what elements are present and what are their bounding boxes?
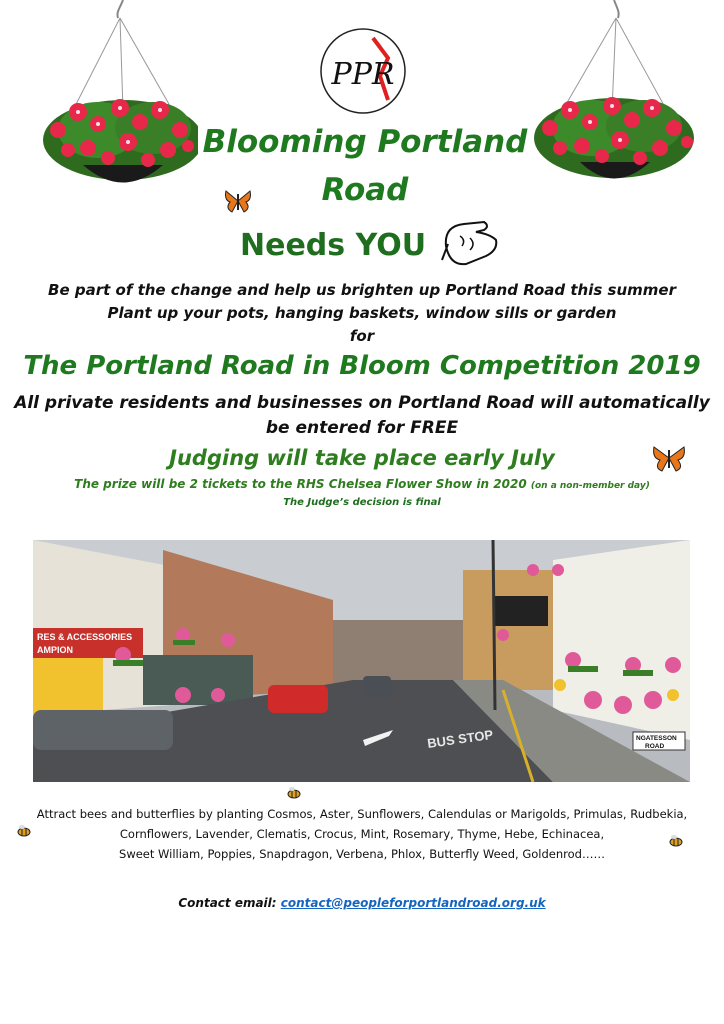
butterfly-icon (224, 188, 252, 214)
contact-line (0, 896, 724, 910)
plant-list-line-3: Sweet William, Poppies, Snapdragon, Verbena, Phlox, Butterfly Weed, Goldenrod…… (119, 847, 605, 861)
needs-you-heading: Needs YOU (240, 228, 427, 263)
street-photo (33, 540, 690, 782)
judge-decision-note: The Judge’s decision is final (283, 497, 441, 508)
butterfly-icon (652, 444, 686, 472)
judging-date: Judging will take place early July (169, 446, 555, 470)
hanging-basket-right (532, 0, 702, 200)
prize-note: (on a non-member day) (530, 481, 650, 491)
competition-heading: The Portland Road in Bloom Competition 2019 (23, 351, 701, 381)
flower-basket-image (532, 0, 702, 200)
prize-main: The prize will be 2 tickets to the RHS Chelsea Flower Show in 2020 (74, 477, 531, 491)
title-line-2: Road (321, 172, 409, 208)
contact-label: Contact email: (178, 896, 281, 910)
ppr-logo (318, 26, 408, 116)
street-sign-line-1: NGATESSON (636, 735, 677, 742)
logo-text: PPR (331, 57, 395, 92)
intro-line-3: for (349, 327, 375, 345)
shop-sign-line-2: AMPION (37, 645, 73, 655)
entry-text (0, 391, 724, 441)
hanging-basket-left (28, 0, 198, 200)
plant-list-line-1: Attract bees and butterflies by planting Cosmos, Aster, Sunflowers, Calendulas or Marigolds, Primulas, Rudbekia, (36, 807, 688, 821)
intro-line-1: Be part of the change and help us brighten up Portland Road this summer (48, 281, 676, 299)
road-marking-text: BUS STOP (426, 726, 494, 751)
plant-list-line-2: Cornflowers, Lavender, Clematis, Crocus, Mint, Rosemary, Thyme, Hebe, Echinacea, (119, 827, 605, 841)
flower-basket-image (28, 0, 198, 200)
contact-email-link[interactable]: contact@peopleforportlandroad.org.uk (280, 896, 546, 910)
intro-text (0, 279, 724, 348)
intro-line-2: Plant up your pots, hanging baskets, window sills or garden (107, 304, 617, 322)
prize-text (0, 477, 724, 491)
street-sign-line-2: ROAD (645, 743, 665, 750)
pointing-hand-icon (440, 216, 502, 270)
shop-sign-line-1: RES & ACCESSORIES (37, 632, 133, 642)
plant-list (0, 804, 724, 864)
title-line-1: Blooming Portland (202, 124, 528, 160)
entry-line-1: All private residents and businesses on Portland Road will automatically (14, 393, 710, 413)
bee-icon (286, 787, 302, 799)
entry-line-2: be entered for FREE (265, 418, 459, 438)
